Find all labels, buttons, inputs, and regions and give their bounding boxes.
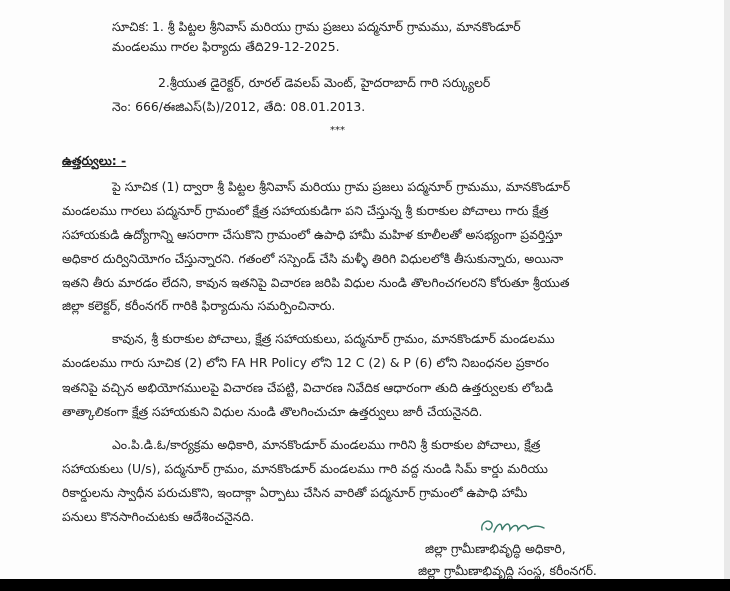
reference-label: సూచిక: xyxy=(112,19,150,34)
para1-line-6: జిల్లా కలెక్టర్, కరీంనగర్ గారికి ఫిర్యాదును సమర్పించినారు. xyxy=(62,298,336,313)
para2-line-3: ఇతనిపై వచ్చిన అభియోగములపై విచారణ చేపట్టి, విచారణ నివేదిక ఆధారంగా తుది ఉత్తర్వులకు లోబడి xyxy=(62,380,554,395)
para2-line-4: తాత్కాలికంగా క్షేత్ర సహాయకుని విధుల నుండి తొలగించుచూ ఉత్తర్వులు జారీ చేయనైనది. xyxy=(62,404,483,419)
para3-line-3: రికార్డులను స్వాధీన పరుచుకొని, ఇందాక్గా ఏర్పాటు చేసిన వారితో పద్మనూర్ గ్రామంలో ఉపాధి హామీ xyxy=(62,485,528,500)
para3-line-4: పనులు కొనసాగించుటకు ఆదేశించనైనది. xyxy=(62,509,255,524)
handwritten-signature xyxy=(478,516,548,538)
para2-line-2: మండలము గారు సూచిక (2) లోని FA HR Policy లోని 12 C (2) & P (6) లోని నిబంధనల ప్రకారం xyxy=(62,355,550,370)
para1-line-3: సహాయకుడి ఉద్యోగాన్ని ఆసరాగా చేసుకొని గ్రామంలో ఉపాధి హామీ మహిళ కూలీలతో అసభ్యంగా ప్రవర్తిస్తూ xyxy=(62,227,563,242)
reference-item-2-line-2: నెం: 666/ఈజిఎస్(పి)/2012, తేది: 08.01.2013. xyxy=(112,99,366,114)
bottom-black-bar xyxy=(0,579,730,591)
para1-line-2: మండలము గారలు పద్మనూర్ గ్రామంలో క్షేత్ర సహాయకుడిగా పని చేస్తున్న శ్రీ కురాకుల పోచాలు గారు క్షేత్ర xyxy=(62,203,549,218)
orders-heading: ఉత్తర్వులు: - xyxy=(62,153,127,168)
para1-line-4: అధికార దుర్వినియోగం చేస్తున్నారని. గతంలో సస్పెండ్ చేసి మళ్ళీ తిరిగి విధులలోకి తీసుకున్నారు, అయినా xyxy=(62,251,564,266)
para2-line-1: కావున, శ్రీ కురాకుల పోచాలు, క్షేత్ర సహాయకులు, పద్మనూర్ గ్రామం, మానకొండూర్ మండలము xyxy=(112,331,555,346)
reference-item-1-line-1: 1. శ్రీ పిట్టల శ్రీనివాస్ మరియు గ్రామ ప్రజలు పద్మనూర్ గ్రామము, మానకొండూర్ xyxy=(152,19,521,34)
para1-line-5: ఇతని తీరు మారడం లేదని, కావున ఇతనిపై విచారణ జరిపి విధుల నుండి తొలగించగలరని కోరుతూ శ్రీయుత xyxy=(62,275,570,290)
reference-item-2-line-1: 2.శ్రీయుత డైరెక్టర్, రూరల్ డెవలప్ మెంట్, హైదరాబాద్ గారి సర్క్యులర్ xyxy=(158,75,491,90)
separator-stars: *** xyxy=(330,125,345,136)
signatory-title-line-2: జిల్లా గ్రామీణాభివృద్ధి సంస్థ, కరీంనగర్. xyxy=(418,563,597,578)
reference-item-1-line-2: మండలము గారల ఫిర్యాదు తేది29-12-2025. xyxy=(112,39,340,54)
signatory-title-line-1: జిల్లా గ్రామీణాభివృద్ధి అధికారి, xyxy=(425,541,566,556)
page-edge-shadow xyxy=(724,0,730,591)
para3-line-1: ఎం.పి.డి.ఓ/కార్యక్రమ అధికారి, మానకొండూర్ మండలము గారిని శ్రీ కురాకుల పోచాలు, క్షేత్ర xyxy=(112,437,541,452)
para3-line-2: సహాయకులు (U/s), పద్మనూర్ గ్రామం, మానకొండూర్ మండలము గారి వద్ద నుండి సిమ్ కార్డు మరియు xyxy=(62,461,548,476)
para1-line-1: పై సూచిక (1) ద్వారా శ్రీ పిట్టల శ్రీనివాస్ మరియు గ్రామ ప్రజలు పద్మనూర్ గ్రామము, మానకొండూర్ xyxy=(112,179,571,194)
